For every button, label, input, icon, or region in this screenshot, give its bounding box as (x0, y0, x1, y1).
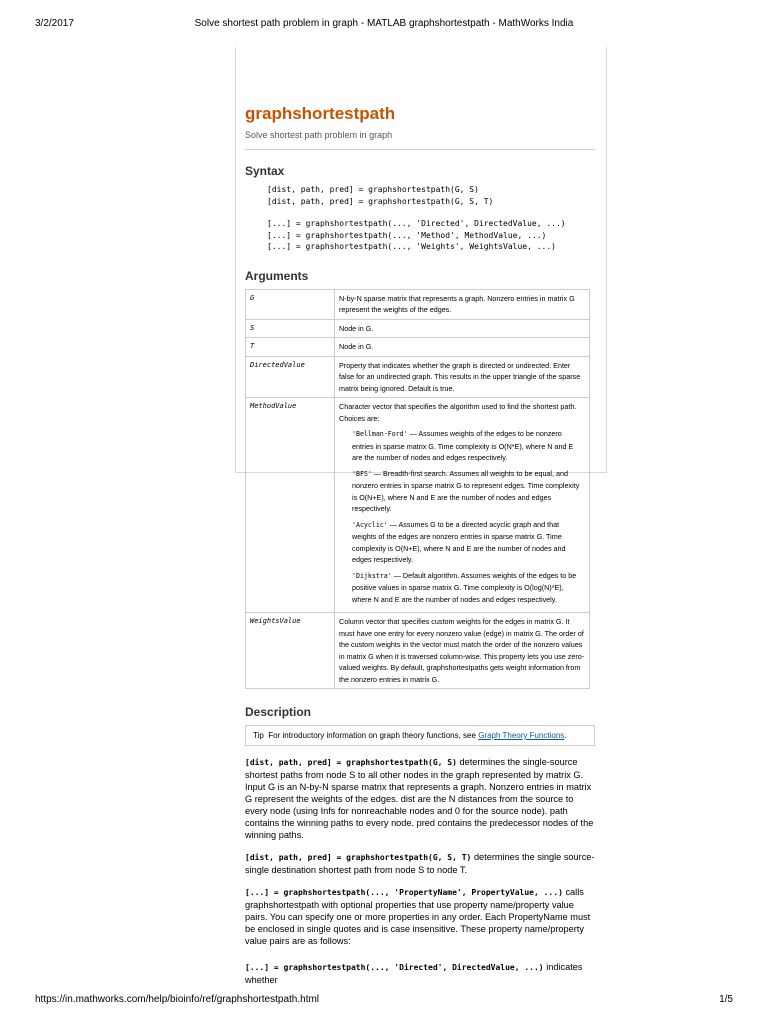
arg-name: G (246, 289, 335, 319)
option-text: — Assumes G to be a directed acyclic graph and that weights of the edges are nonzero entries in sparse matrix G. Time complexity is O(N+E), where N and E are the number of nodes and edges respectively. (352, 519, 566, 564)
arg-name: MethodValue (246, 398, 335, 613)
print-header (35, 14, 733, 30)
page-title: graphshortestpath (245, 104, 396, 123)
arg-desc: N-by-N sparse matrix that represents a graph. Nonzero entries in matrix G represent the weights of the edges. (335, 289, 590, 319)
tip-text: For introductory information on graph theory functions, see (268, 731, 476, 740)
table-row (246, 613, 590, 689)
graph-theory-link[interactable]: Graph Theory Functions (478, 731, 565, 740)
arg-desc: Node in G. (335, 319, 590, 338)
method-option (352, 468, 585, 515)
desc-text: indicates whether (245, 962, 583, 985)
desc-syntax: [...] = graphshortestpath(..., 'Directed', DirectedValue, ...) (245, 963, 544, 972)
print-date: 3/2/2017 (35, 18, 74, 29)
description-paragraph (245, 756, 595, 841)
option-code: 'BFS' (352, 469, 372, 478)
arguments-table (245, 289, 590, 690)
description-heading: Description (245, 705, 312, 719)
table-row (246, 398, 590, 613)
method-option (352, 519, 585, 566)
method-intro: Character vector that specifies the algorithm used to find the shortest path. Choices are: (339, 402, 577, 423)
arg-name: S (246, 319, 335, 338)
arg-name: WeightsValue (246, 613, 335, 689)
print-url: https://in.mathworks.com/help/bioinfo/ref/graphshortestpath.html (35, 994, 320, 1005)
description-paragraph (245, 961, 595, 986)
arg-desc: Column vector that specifies custom weights for the edges in matrix G. It must have one entry for every nonzero value (edge) in matrix G. The order of the custom weights in the vector must match the order of the nonzero values in matrix G when it is traversed column-wise. This property lets you use zero-valued weights. By default, graphshortestpaths gets weight information from the nonzero entries in matrix G. (335, 613, 590, 689)
option-code: 'Bellman-Ford' (352, 430, 408, 438)
desc-text: determines the single-source shortest paths from node S to all other nodes in the graph represented by matrix G. Input G is an N-by-N sparse matrix that represents a graph. Nonzero entries in matrix G represent the weights of the edges. dist are the N distances from the source to every node (using Infs for nonreachable nodes and 0 for the source node). path contains the winning paths to every node. pred contains the predecessor nodes of the winning paths. (245, 757, 594, 840)
option-code: 'Dijkstra' (352, 571, 392, 580)
desc-syntax: [dist, path, pred] = graphshortestpath(G, S, T) (245, 853, 472, 862)
arg-desc: Node in G. (335, 338, 590, 357)
method-option (352, 570, 585, 606)
syntax-block (267, 184, 595, 253)
option-text: — Assumes weights of the edges to be nonzero entries in sparse matrix G. Time complexity is O(N*E), where N and E are the number of nodes and edges respectively. (352, 429, 574, 462)
syntax-line: [...] = graphshortestpath(..., 'Method', MethodValue, ...) (267, 230, 547, 240)
arg-desc: Property that indicates whether the graph is directed or undirected. Enter false for an undirected graph. This results in the upper triangle of the sparse matrix being ignored. Default is true. (335, 356, 590, 398)
table-row (246, 289, 590, 319)
description-paragraph (245, 851, 595, 876)
option-text: — Default algorithm. Assumes weights of the edges to be positive values in sparse matrix G. Time complexity is O(log(N)*E), where N and E are the number of nodes and edges respectively. (352, 570, 577, 604)
method-option (352, 428, 585, 464)
page-purpose: Solve shortest path problem in graph (245, 130, 595, 150)
print-title: Solve shortest path problem in graph - MATLAB graphshortestpath - MathWorks India (194, 18, 574, 29)
tip-box (245, 725, 595, 746)
arg-desc (335, 398, 590, 613)
syntax-line: [...] = graphshortestpath(..., 'Weights', WeightsValue, ...) (267, 242, 556, 251)
option-text: — Breadth-first search. Assumes all weights to be equal, and nonzero entries in sparse matrix G to represent edges. Time complexity is O(N+E), where N and E are the number of nodes and edges respectively. (352, 468, 580, 513)
print-page-number: 1/5 (719, 994, 733, 1005)
syntax-line: [dist, path, pred] = graphshortestpath(G, S) (267, 185, 479, 194)
syntax-line: [...] = graphshortestpath(..., 'Directed', DirectedValue, ...) (267, 219, 566, 228)
desc-text: calls graphshortestpath with optional properties that use property name/property value pairs. You can specify one or more properties in any order. Each PropertyName must be enclosed in single quotes and is case insensitive. These property name/property value pairs are as follows: (245, 887, 591, 946)
option-code: 'Acyclic' (352, 520, 388, 529)
syntax-line: [dist, path, pred] = graphshortestpath(G, S, T) (267, 196, 494, 206)
reference-page (245, 104, 595, 996)
tip-end: . (564, 731, 567, 740)
arg-name: DirectedValue (246, 356, 335, 398)
desc-text: determines the single source-single destination shortest path from node S to node T. (245, 852, 595, 875)
tip-label: Tip (253, 731, 264, 740)
table-row (246, 338, 590, 357)
description-paragraph (245, 886, 595, 947)
arg-name: T (246, 338, 335, 357)
table-row (246, 319, 590, 338)
print-footer (35, 994, 733, 1010)
arguments-heading: Arguments (245, 268, 309, 283)
desc-syntax: [...] = graphshortestpath(..., 'PropertyName', PropertyValue, ...) (245, 888, 563, 897)
table-row (246, 356, 590, 398)
syntax-heading: Syntax (245, 164, 285, 178)
desc-syntax: [dist, path, pred] = graphshortestpath(G, S) (245, 758, 457, 767)
